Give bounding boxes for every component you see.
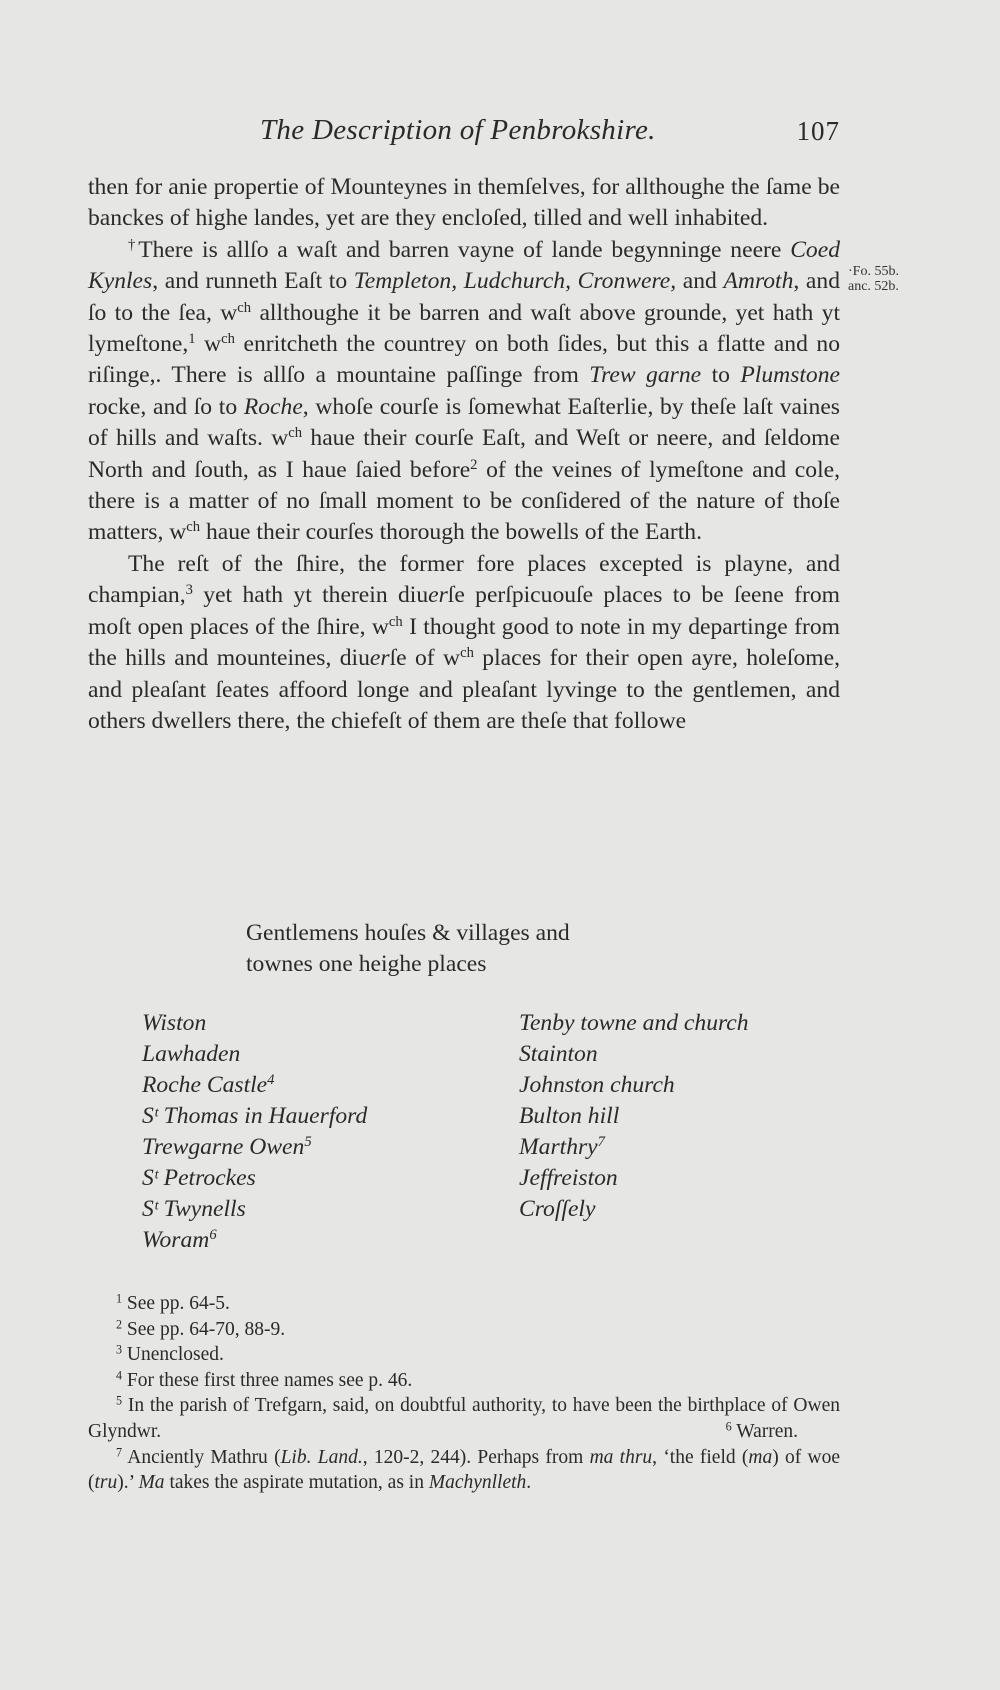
places-list-left xyxy=(142,1008,367,1256)
list-item: Sᵗ Thomas in Hauerford xyxy=(142,1103,368,1129)
footnote-2: $^2$ See pp. 64-70, 88-9. xyxy=(116,1316,286,1340)
list-item: Sᵗ Petrockes xyxy=(142,1165,256,1191)
paragraph-3: The reſt of the ſhire, the former fore places excepted is playne, and champian,$^3$ yet hath yt therein diuerſe perſpicuouſe places to be ſeene from moſt open places of the ſhire, $w^{ch}$ I thought good to note in my departinge from the hills and mounteines, diuerſe of $w^{ch}$ places for their open ayre, holeſome, and pleaſant ſeates affoord longe and pleaſant lyvinge to the gentlemen, and others dwellers there, the chiefeſt of them are theſe that followe xyxy=(88,550,840,734)
list-item: Woram$^6$ xyxy=(142,1226,217,1253)
marginal-note-folio: ·Fo. 55b. xyxy=(848,264,899,279)
list-item: Marthry$^7$ xyxy=(519,1133,605,1160)
list-item: Trewgarne Owen$^5$ xyxy=(142,1133,312,1160)
footnote-ref-3: 3 xyxy=(185,582,193,599)
list-item: Tenby towne and church xyxy=(519,1010,749,1036)
list-item: Sᵗ Twynells xyxy=(142,1196,246,1222)
footnote-5: $^5$ In the parish of Trefgarn, said, on doubtful authority, to have been the birthplace of Owen Glyndwr. xyxy=(88,1393,840,1442)
footnote-4: $^4$ For these first three names see p. 46. xyxy=(116,1368,413,1391)
footnote-3: $^3$ Unenclosed. xyxy=(116,1342,224,1366)
running-title: The Description of Penbrokshire. xyxy=(260,114,656,146)
section-heading: Gentlemens houſes & villages and townes one heighe places xyxy=(246,920,570,977)
list-item: Johnston church xyxy=(519,1072,675,1098)
footnote-7: $^7$ Anciently Mathru (Lib. Land., 120-2, 244). Perhaps from ma thru, ‘the field (ma) of woe (tru).’ Ma takes the aspirate mutation, as in Machynlleth. xyxy=(88,1444,841,1494)
list-item: Croſſely xyxy=(519,1196,596,1222)
page-number: 107 xyxy=(796,116,840,146)
footnote-ref-1: 1 xyxy=(188,330,196,347)
body-text xyxy=(88,172,840,737)
paragraph-2: †There is allſo a waſt and barren vayne of lande begynninge neere Coed Kynles, and runneth Eaſt to Templeton, Ludchurch, Cronwere, and Amroth, and ſo to the ſea, $w^{ch}$ allthoughe it be barren and waſt above grounde, yet hath yt lymeſtone,$^1$ $w^{ch}$ enritcheth the countrey on both ſides, but this a flatte and no riſinge,. There is allſo a mountaine paſſinge from Trew garne to Plumstone rocke, and ſo to Roche, whoſe courſe is ſomewhat Eaſterlie, by theſe laſt vaines of hills and waſts. $w^{ch}$ haue their courſe Eaſt, and Weſt or neere, and ſeldome North and ſouth, as I haue ſaied before$^2$ of the veines of lymeſtone and cole, there is a matter of no ſmall moment to be conſidered of the nature of thoſe matters, $w^{ch}$ haue their courſes thorough the bowells of the Earth. xyxy=(88,236,841,546)
list-item: Roche Castle$^4$ xyxy=(142,1071,275,1098)
list-item: Wiston xyxy=(142,1010,207,1036)
footnote-1: $^1$ See pp. 64-5. xyxy=(116,1291,230,1314)
paragraph-1: then for anie propertie of Mounteynes in themſelves, for allthoughe the ſame be banckes of highe landes, yet are they encloſed, tilled and well inhabited. xyxy=(88,174,840,232)
marginal-note-ancient: anc. 52b. xyxy=(848,279,899,294)
footnote-ref-2: 2 xyxy=(470,456,478,473)
list-item: Jeffreiston xyxy=(519,1165,618,1191)
footnote-6: $^6$ Warren. xyxy=(725,1419,798,1442)
list-item: Bulton hill xyxy=(519,1103,620,1129)
places-list-right xyxy=(519,1008,749,1225)
marginal-note xyxy=(848,264,899,294)
list-item: Stainton xyxy=(519,1041,598,1067)
footnotes xyxy=(88,1291,840,1496)
running-header xyxy=(88,114,840,154)
dagger-mark: † xyxy=(128,236,139,253)
list-item: Lawhaden xyxy=(142,1041,241,1067)
